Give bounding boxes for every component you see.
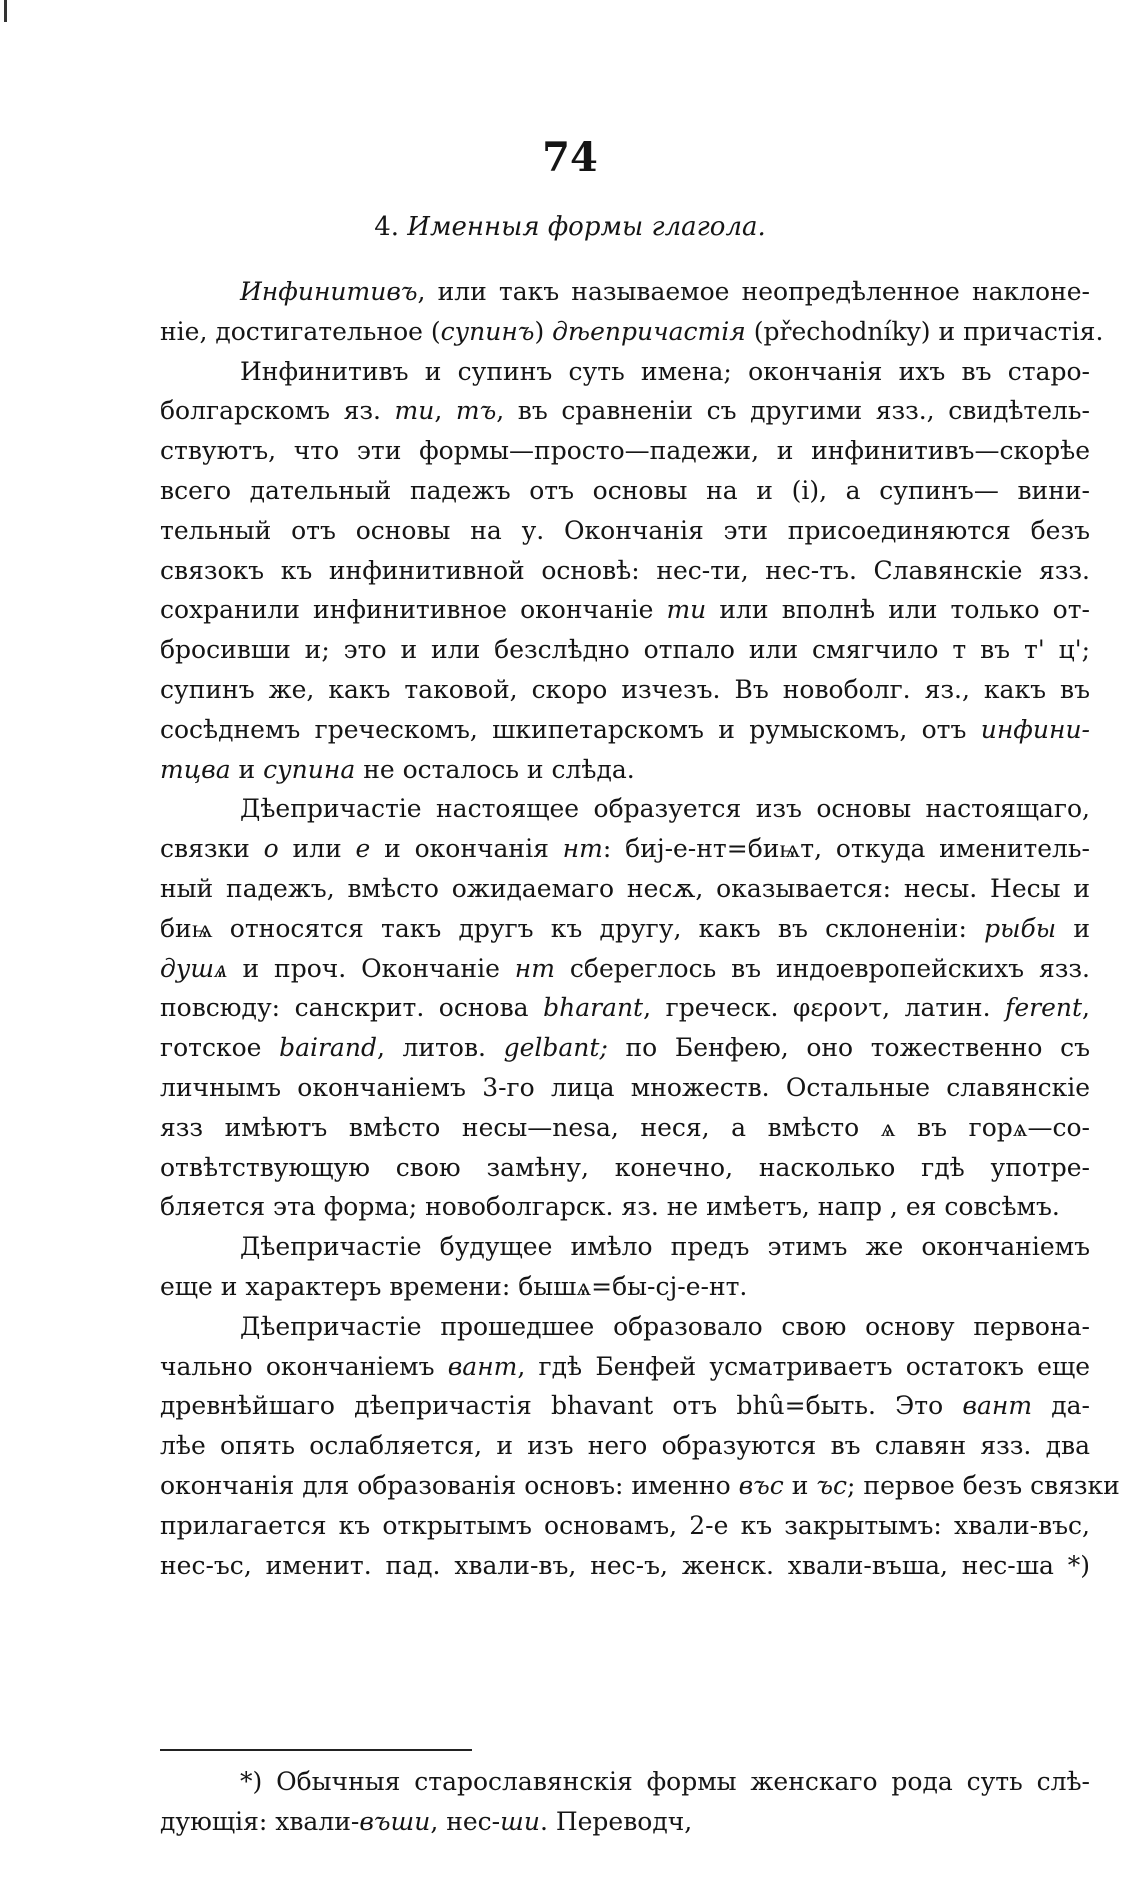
- italic-text: душѧ: [160, 953, 228, 983]
- footnote-line: [160, 1762, 1090, 1802]
- text-run: Инфинитивъ и супинъ суть имена; окончанія ихъ въ старо-: [240, 356, 1090, 386]
- text-run: : биј-е-нт=биѩт, откуда именитель-: [602, 834, 1090, 864]
- text-line: [160, 789, 1090, 829]
- text-run: , гдѣ Бенфей усматриваетъ остатокъ еще: [517, 1351, 1090, 1381]
- text-line: [160, 949, 1090, 989]
- text-run: или: [278, 834, 356, 864]
- text-run: прилагается къ открытымъ основамъ, 2-е къ закрытымъ: хвали-въс,: [160, 1510, 1090, 1540]
- text-run: . Переводч,: [539, 1806, 693, 1836]
- page-number: 74: [542, 134, 598, 181]
- text-run: древнѣйшаго дѣепричастія bhavant отъ bhû=быть. Это: [160, 1391, 963, 1421]
- text-line: [160, 1267, 1090, 1307]
- footnote: [160, 1762, 1090, 1842]
- text-line: [160, 1546, 1090, 1586]
- italic-text: нт: [562, 834, 603, 864]
- italic-text: супинъ: [440, 316, 535, 346]
- text-run: чально окончаніемъ: [160, 1351, 448, 1381]
- text-run: Дѣепричастіе прошедшее образовало свою основу первона-: [240, 1311, 1090, 1341]
- footnote-line: [160, 1802, 1090, 1842]
- text-line: [160, 272, 1090, 312]
- text-run: связки: [160, 834, 264, 864]
- text-line: [160, 431, 1090, 471]
- text-line: [160, 909, 1090, 949]
- text-run: биѩ относятся такъ другъ къ другу, какъ въ склоненіи:: [160, 913, 985, 943]
- text-line: [160, 312, 1104, 352]
- italic-text: въс: [738, 1470, 784, 1500]
- text-run: еще и характеръ времени: бышѧ=бы-сј-е-нт.: [160, 1271, 748, 1301]
- text-run: нес-ъс, именит. пад. хвали-въ, нес-ъ, женск. хвали-въша, нес-ша *): [160, 1550, 1090, 1580]
- text-run: готское: [160, 1033, 280, 1063]
- text-run: и проч. Окончаніе: [227, 953, 515, 983]
- text-run: *) Обычныя старославянскія формы женскаго рода суть слѣ-: [240, 1767, 1090, 1796]
- italic-text: ши: [500, 1806, 540, 1836]
- italic-text: bharant: [543, 993, 644, 1023]
- text-run: лѣе опять ослабляется, и изъ него образуются въ славян язз. два: [160, 1431, 1090, 1461]
- text-run: сосѣднемъ греческомъ, шкипетарскомъ и румыскомъ, отъ: [160, 714, 981, 744]
- text-run: Дѣепричастіе будущее имѣло предъ этимъ же окончаніемъ: [240, 1232, 1090, 1262]
- text-line: [160, 471, 1090, 511]
- text-run: ный падежъ, вмѣсто ожидаемаго несѫ, оказывается: несы. Несы и: [160, 873, 1090, 903]
- text-run: сохранили инфинитивное окончаніе: [160, 595, 667, 625]
- text-run: ,: [1082, 993, 1090, 1023]
- text-line: [160, 1068, 1090, 1108]
- section-heading-title: Именныя формы глагола.: [407, 212, 766, 242]
- italic-text: ти: [666, 595, 707, 625]
- text-run: и: [230, 754, 264, 784]
- italic-text: тъ: [455, 396, 497, 426]
- text-run: повсюду: санскрит. основа: [160, 993, 544, 1023]
- text-run: супинъ же, какъ таковой, скоро изчезъ. Въ новоболг. яз., какъ въ: [160, 674, 1090, 704]
- section-heading-number: 4.: [374, 212, 408, 242]
- text-line: [160, 829, 1090, 869]
- italic-text: рыбы: [984, 913, 1057, 943]
- text-run: не осталось и слѣда.: [355, 754, 635, 784]
- italic-text: gelbant;: [503, 1033, 608, 1063]
- text-run: ): [534, 316, 553, 346]
- text-run: Дѣепричастіе настоящее образуется изъ основы настоящаго,: [240, 794, 1090, 824]
- text-run: да-: [1032, 1391, 1090, 1421]
- text-run: тельный отъ основы на у. Окончанія эти присоединяются безъ: [160, 515, 1090, 545]
- text-run: , или такъ называемое неопредѣленное наклоне-: [417, 277, 1090, 306]
- italic-text: нт: [514, 953, 555, 983]
- text-run: дующія: хвали-: [160, 1806, 360, 1836]
- text-run: или вполнѣ или только от-: [706, 595, 1090, 625]
- text-run: ніе, достигательное (: [160, 316, 441, 346]
- text-line: [160, 551, 1090, 591]
- text-run: бросивши и; это и или безслѣдно отпало или смягчило т въ т' ц';: [160, 635, 1090, 665]
- text-run: и окончанія: [370, 834, 563, 864]
- text-line: [160, 1108, 1090, 1148]
- text-line: [160, 1307, 1090, 1347]
- text-run: по Бенфею, оно тожественно съ: [607, 1033, 1091, 1063]
- text-line: [160, 1386, 1090, 1426]
- italic-text: Инфинитивъ: [240, 277, 418, 306]
- section-heading: [0, 212, 1140, 242]
- text-run: ствуютъ, что эти формы—просто—падежи, и инфинитивъ—скорѣе: [160, 436, 1090, 466]
- italic-text: ъс: [816, 1470, 848, 1500]
- text-line: [160, 590, 1090, 630]
- text-run: отвѣтствующую свою замѣну, конечно, насколько гдѣ употре-: [160, 1152, 1090, 1182]
- italic-text: дѣепричастія: [552, 316, 746, 346]
- text-run: личнымъ окончаніемъ 3-го лица множеств. Остальные славянскіе: [160, 1072, 1090, 1102]
- text-run: окончанія для образованія основъ: именно: [160, 1470, 739, 1500]
- text-run: всего дательный падежъ отъ основы на и (i), а супинъ— вини-: [160, 475, 1090, 505]
- text-line: [160, 1506, 1090, 1546]
- text-line: [160, 1187, 1090, 1227]
- italic-text: ferent: [1005, 993, 1083, 1023]
- text-line: [160, 1426, 1090, 1466]
- text-line: [160, 710, 1090, 750]
- text-run: и: [1056, 913, 1091, 943]
- text-line: [160, 869, 1090, 909]
- text-run: язз имѣютъ вмѣсто несы—nesa, неся, а вмѣсто ѧ въ горѧ—со-: [160, 1112, 1090, 1142]
- italic-text: инфини-: [980, 714, 1090, 744]
- text-line: [160, 1466, 1120, 1506]
- italic-text: о: [263, 834, 279, 864]
- text-line: [160, 750, 1090, 790]
- text-line: [160, 1028, 1090, 1068]
- text-line: [160, 511, 1090, 551]
- text-run: , въ сравненіи съ другими язз., свидѣтель-: [496, 396, 1090, 426]
- text-line: [160, 988, 1090, 1028]
- text-run: связокъ къ инфинитивной основѣ: нес-ти, нес-тъ. Славянскіе язз.: [160, 555, 1090, 585]
- italic-text: вант: [962, 1391, 1033, 1421]
- text-run: , нес-: [430, 1806, 501, 1836]
- text-line: [160, 1227, 1090, 1267]
- text-run: , греческ. φεροντ, латин.: [643, 993, 1006, 1023]
- text-run: ; первое безъ связки: [847, 1470, 1120, 1500]
- italic-text: въши: [359, 1806, 431, 1836]
- text-line: [160, 670, 1090, 710]
- text-line: [160, 630, 1090, 670]
- italic-text: вант: [447, 1351, 518, 1381]
- text-line: [160, 1347, 1090, 1387]
- text-run: ,: [434, 396, 456, 426]
- text-run: сбереглось въ индоевропейскихъ язз.: [554, 953, 1090, 983]
- text-run: бляется эта форма; новоболгарск. яз. не имѣетъ, напр , ея совсѣмъ.: [160, 1192, 1060, 1222]
- text-line: [160, 391, 1090, 431]
- italic-text: е: [355, 834, 371, 864]
- text-line: [160, 352, 1090, 392]
- text-run: , литов.: [376, 1033, 504, 1063]
- text-line: [160, 1148, 1090, 1188]
- footnote-divider: [160, 1749, 472, 1751]
- italic-text: супина: [263, 754, 356, 784]
- body-text: [160, 272, 1120, 1585]
- text-run: и: [783, 1470, 817, 1500]
- italic-text: тцва: [160, 754, 231, 784]
- text-run: болгарскомъ яз.: [160, 396, 395, 426]
- text-run: (přechodníky) и причастія.: [745, 316, 1104, 346]
- italic-text: ти: [394, 396, 435, 426]
- italic-text: bairand: [279, 1033, 377, 1063]
- scan-edge-mark: [4, 0, 7, 22]
